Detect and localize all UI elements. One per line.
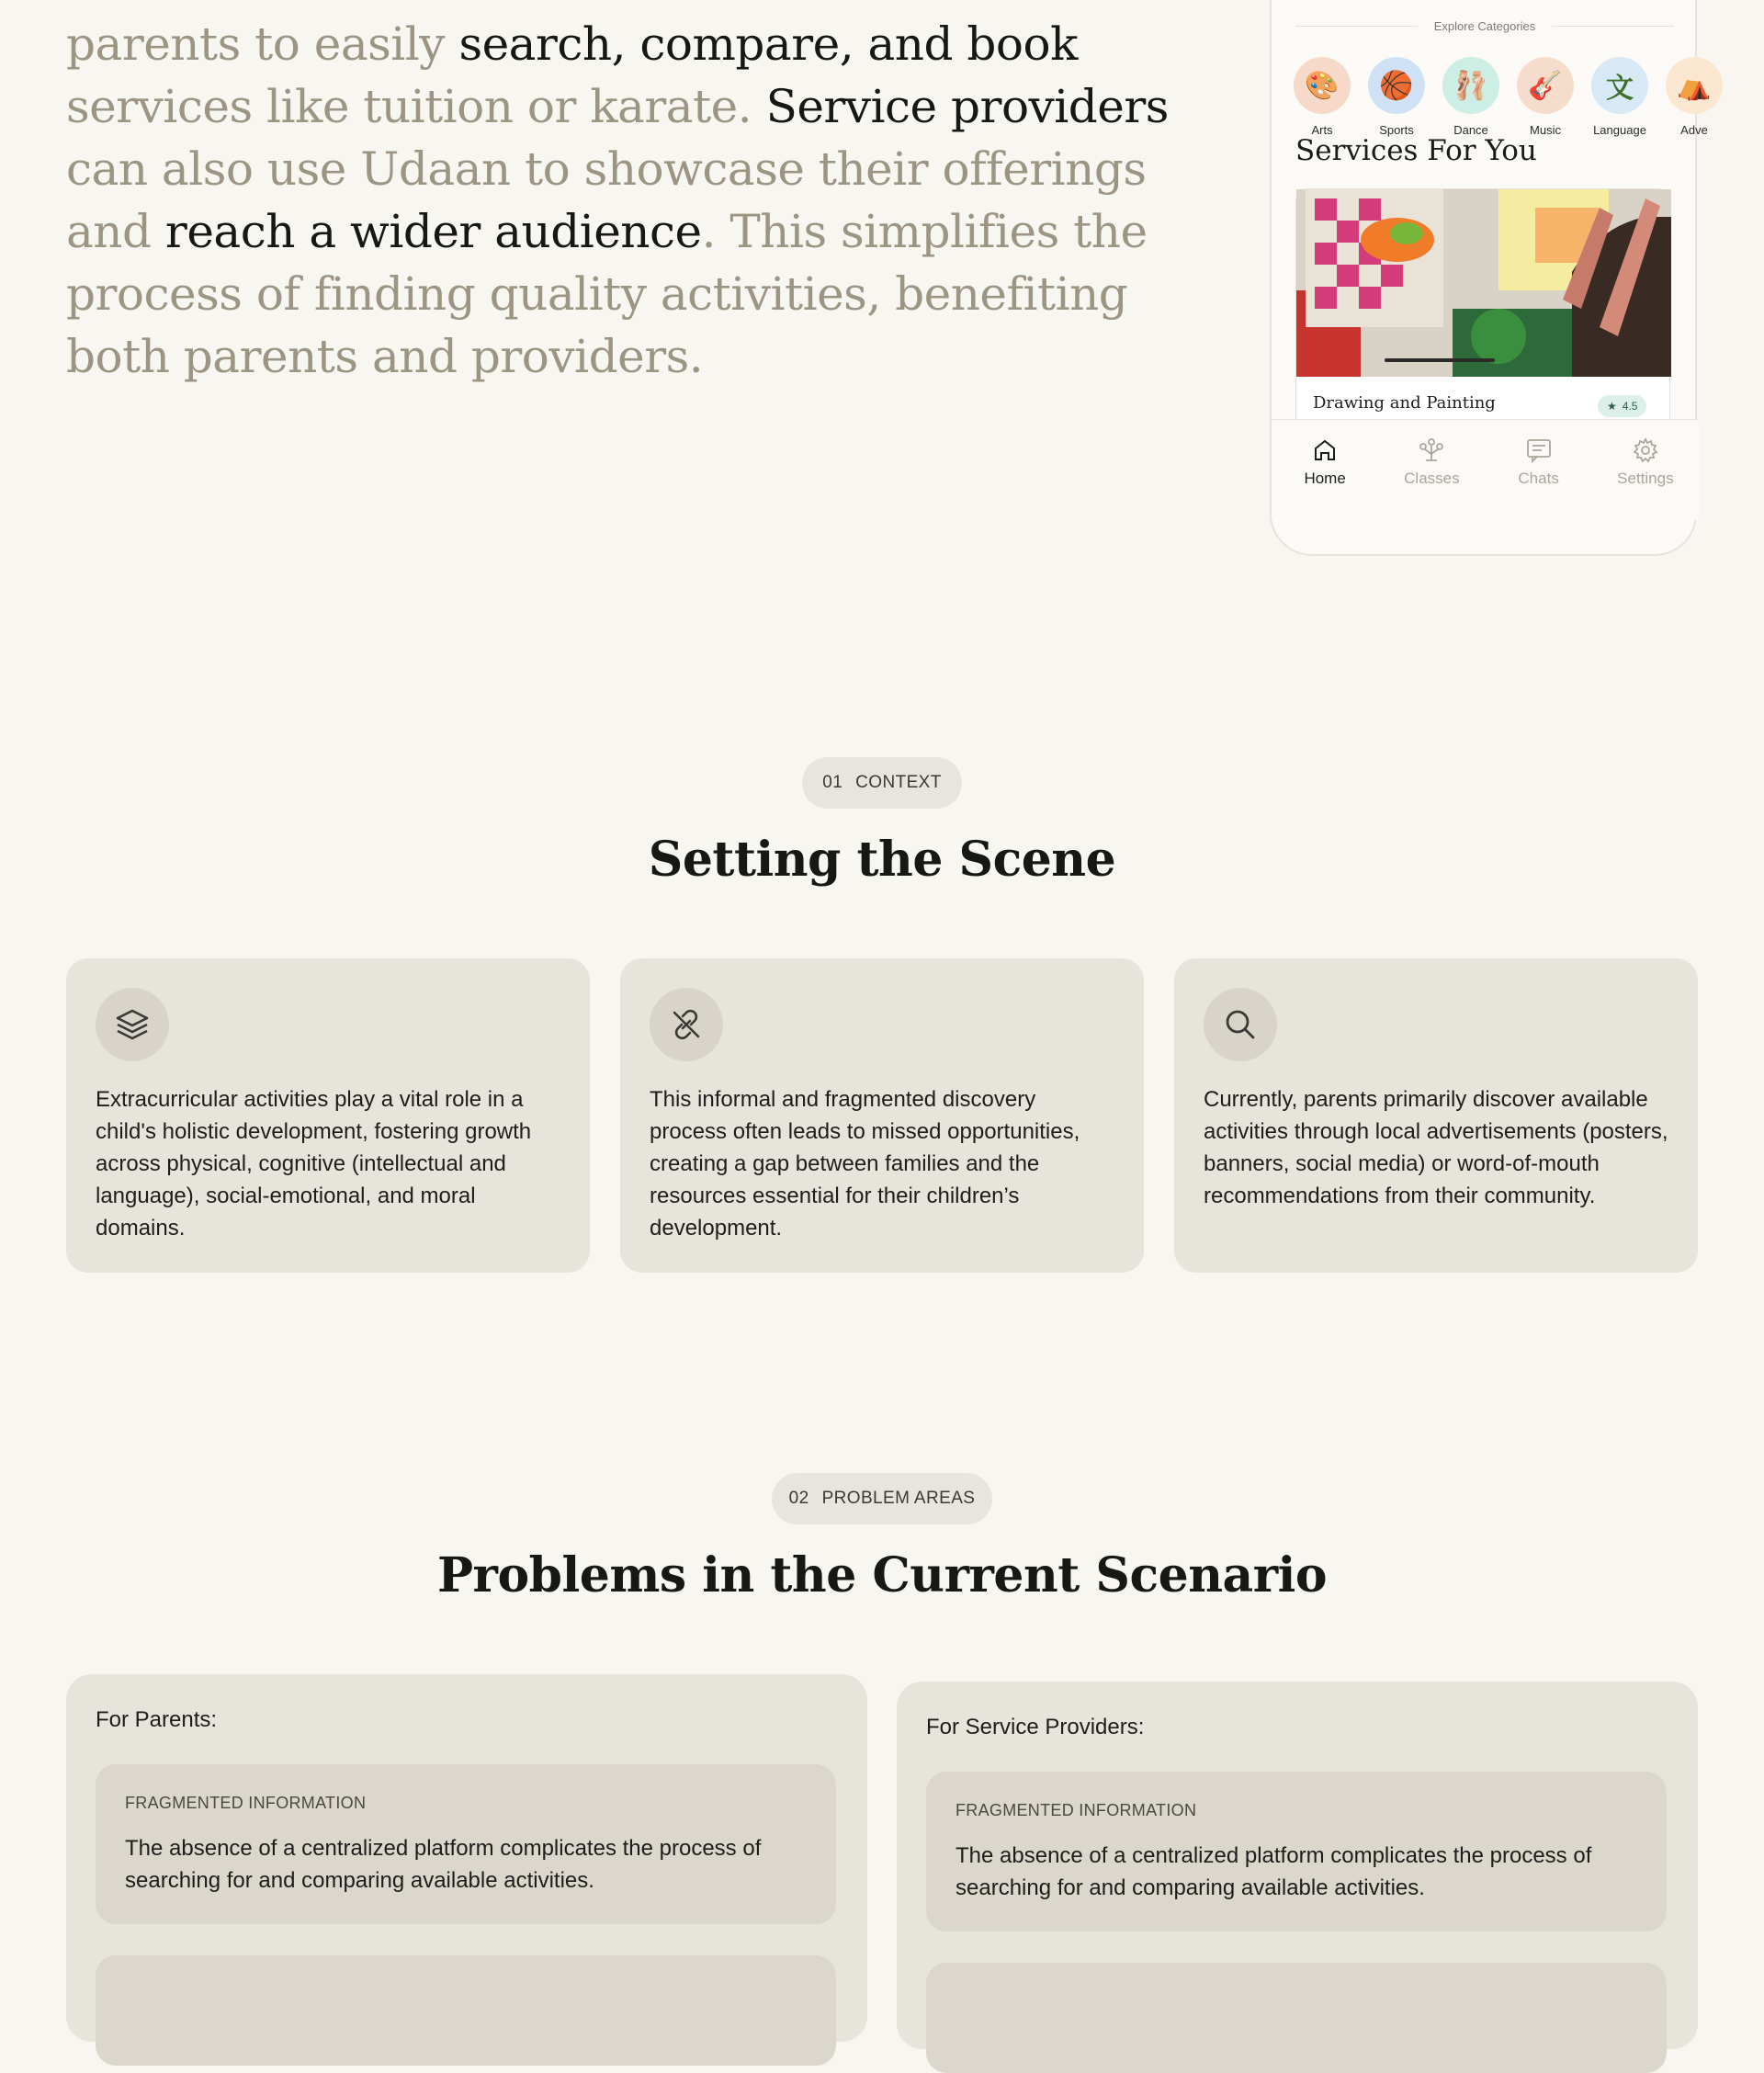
problem-text: The absence of a centralized platform complicates the process of searching for and comparing available activities. <box>125 1836 762 1893</box>
category-label: Sports <box>1379 123 1414 137</box>
tab-label: Chats <box>1518 470 1559 487</box>
category-arts[interactable] <box>1294 57 1351 140</box>
problem-item <box>96 1955 836 2066</box>
section-tag-problems <box>772 1473 992 1524</box>
intro-highlight: search, compare, and book <box>458 17 1078 71</box>
tab-home[interactable] <box>1279 436 1371 520</box>
explore-categories-header <box>1295 17 1674 35</box>
section-tag-label: PROBLEM AREAS <box>821 1489 976 1508</box>
guitar-icon: 🎸 <box>1517 57 1574 114</box>
broken-link-icon <box>650 988 723 1061</box>
tab-label: Settings <box>1617 470 1674 487</box>
tent-icon: ⛺ <box>1666 57 1723 114</box>
category-label: Dance <box>1453 123 1488 137</box>
category-music[interactable] <box>1517 57 1574 140</box>
context-card <box>66 958 590 1273</box>
category-label: Language <box>1593 123 1646 137</box>
rating-badge <box>1598 395 1646 417</box>
gear-icon <box>1632 436 1659 464</box>
category-label: Music <box>1530 123 1561 137</box>
category-adventure[interactable] <box>1666 57 1723 140</box>
tab-settings[interactable] <box>1600 436 1691 520</box>
problems-providers-panel <box>897 1682 1698 2049</box>
section-tag-context <box>802 757 962 809</box>
phone-mockup <box>1270 0 1712 556</box>
problem-item <box>926 1963 1667 2073</box>
services-for-you-title: Services For You <box>1295 134 1537 167</box>
category-sports[interactable] <box>1368 57 1425 140</box>
section-number: 02 <box>788 1489 809 1508</box>
intro-text: parents to easily <box>66 17 459 71</box>
basketball-icon: 🏀 <box>1368 57 1425 114</box>
problems-parents-panel <box>66 1674 867 2042</box>
explore-categories-label: Explore Categories <box>1433 18 1536 33</box>
divider <box>1295 26 1418 27</box>
tab-classes[interactable] <box>1385 436 1477 520</box>
divider <box>1552 26 1674 27</box>
ballet-shoes-icon: 🩰 <box>1442 57 1499 114</box>
section-title-context: Setting the Scene <box>648 832 1116 888</box>
tab-label: Classes <box>1404 470 1460 487</box>
intro-highlight: Service providers <box>765 80 1169 133</box>
classes-icon <box>1418 436 1445 464</box>
translate-icon: 文 <box>1591 57 1648 114</box>
panel-title: For Service Providers: <box>926 1715 1145 1739</box>
layers-icon <box>96 988 169 1061</box>
intro-text: services like tuition or karate. <box>66 80 766 133</box>
problem-item <box>926 1772 1667 1931</box>
section-tag-label: CONTEXT <box>855 773 942 792</box>
category-label: Adve <box>1680 123 1708 137</box>
category-label: Arts <box>1311 123 1333 137</box>
category-language[interactable] <box>1591 57 1648 140</box>
tab-chats[interactable] <box>1493 436 1585 520</box>
problem-item <box>96 1764 836 1924</box>
intro-text: . This simplifies the process of finding quality activities, benefiting both parents and providers. <box>66 205 1148 383</box>
category-dance[interactable] <box>1442 57 1499 140</box>
intro-highlight: reach a wider audience <box>164 205 702 258</box>
section-title-problems: Problems in the Current Scenario <box>436 1547 1328 1603</box>
search-icon <box>1204 988 1277 1061</box>
intro-text: can also use Udaan to showcase their offerings and <box>66 142 1147 258</box>
context-text: Currently, parents primarily discover available activities through local advertisements (posters, banners, social media) or word-of-mouth recommendations from their community. <box>1204 1087 1668 1208</box>
problem-label: FRAGMENTED INFORMATION <box>125 1794 367 1812</box>
service-card[interactable] <box>1295 188 1670 427</box>
problem-label: FRAGMENTED INFORMATION <box>956 1801 1197 1819</box>
palette-icon: 🎨 <box>1294 57 1351 114</box>
panel-title: For Parents: <box>96 1707 218 1732</box>
context-text: Extracurricular activities play a vital role in a child's holistic development, fostering growth across physical, cognitive (intellectual and language), social-emotional, and moral domains. <box>96 1087 532 1240</box>
section-number: 01 <box>822 773 843 792</box>
context-card <box>620 958 1144 1273</box>
context-card <box>1174 958 1698 1273</box>
service-name: Drawing and Painting <box>1313 393 1496 413</box>
chat-icon <box>1525 436 1553 464</box>
category-list <box>1294 57 1712 140</box>
star-icon: ★ <box>1607 400 1617 413</box>
rating-value: 4.5 <box>1622 400 1638 413</box>
intro-paragraph <box>66 13 1178 388</box>
service-photo <box>1296 189 1671 377</box>
bottom-tab-bar <box>1272 419 1699 520</box>
home-icon <box>1311 436 1339 464</box>
problem-text: The absence of a centralized platform complicates the process of searching for and comparing available activities. <box>956 1843 1592 1900</box>
tab-label: Home <box>1304 470 1346 487</box>
context-text: This informal and fragmented discovery process often leads to missed opportunities, creating a gap between families and the resources essential for their children’s development. <box>650 1087 1080 1240</box>
